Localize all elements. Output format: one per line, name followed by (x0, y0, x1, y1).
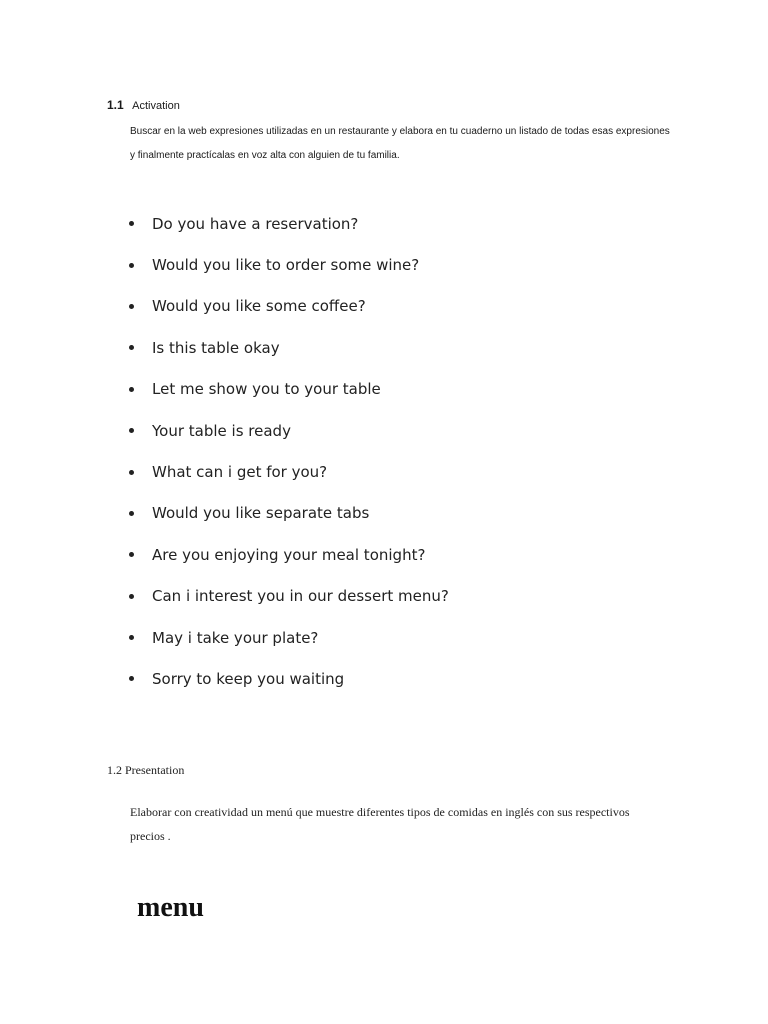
list-item (129, 203, 449, 244)
phrase-text: Can i interest you in our dessert menu? (152, 587, 449, 606)
phrase-text: Are you enjoying your meal tonight? (152, 545, 426, 564)
phrase-text: What can i get for you? (152, 463, 328, 482)
section-1-1-heading (107, 98, 180, 112)
phrase-text: Is this table okay (152, 338, 280, 357)
phrase-text: Your table is ready (152, 421, 291, 440)
bullet-icon (129, 221, 134, 226)
list-item (129, 244, 449, 285)
bullet-icon (129, 470, 134, 475)
section-1-1-instructions: Buscar en la web expresiones utilizadas en un restaurante y elabora en tu cuaderno un listado de todas esas expresiones y finalmente practícalas en voz alta con alguien de tu familia. (130, 126, 670, 161)
phrase-text: Do you have a reservation? (152, 214, 359, 233)
bullet-icon (129, 387, 134, 392)
list-item (129, 576, 449, 617)
bullet-icon (129, 428, 134, 433)
section-1-1-number: 1.1 (107, 98, 124, 112)
bullet-icon (129, 676, 134, 681)
phrase-text: Sorry to keep you waiting (152, 669, 345, 688)
list-item (129, 369, 449, 410)
bullet-icon (129, 635, 134, 640)
list-item (129, 410, 449, 451)
bullet-icon (129, 304, 134, 309)
list-item (129, 451, 449, 492)
section-1-2-instructions: Elaborar con creatividad un menú que muestre diferentes tipos de comidas en inglés con sus respectivos precios . (130, 805, 630, 843)
list-item (129, 658, 449, 699)
list-item (129, 617, 449, 658)
phrase-text: Would you like separate tabs (152, 504, 370, 523)
phrase-text: Would you like to order some wine? (152, 256, 420, 275)
phrase-text: Let me show you to your table (152, 380, 381, 399)
bullet-icon (129, 594, 134, 599)
list-item (129, 534, 449, 575)
list-item (129, 327, 449, 368)
phrase-text: Would you like some coffee? (152, 297, 366, 316)
menu-title: menu (137, 892, 204, 923)
list-item (129, 286, 449, 327)
bullet-icon (129, 552, 134, 557)
section-1-2-heading: 1.2 Presentation (107, 763, 185, 777)
restaurant-phrases-list (129, 203, 449, 700)
phrase-text: May i take your plate? (152, 628, 319, 647)
list-item (129, 493, 449, 534)
bullet-icon (129, 263, 134, 268)
section-1-1-title: Activation (132, 100, 180, 112)
bullet-icon (129, 345, 134, 350)
bullet-icon (129, 511, 134, 516)
